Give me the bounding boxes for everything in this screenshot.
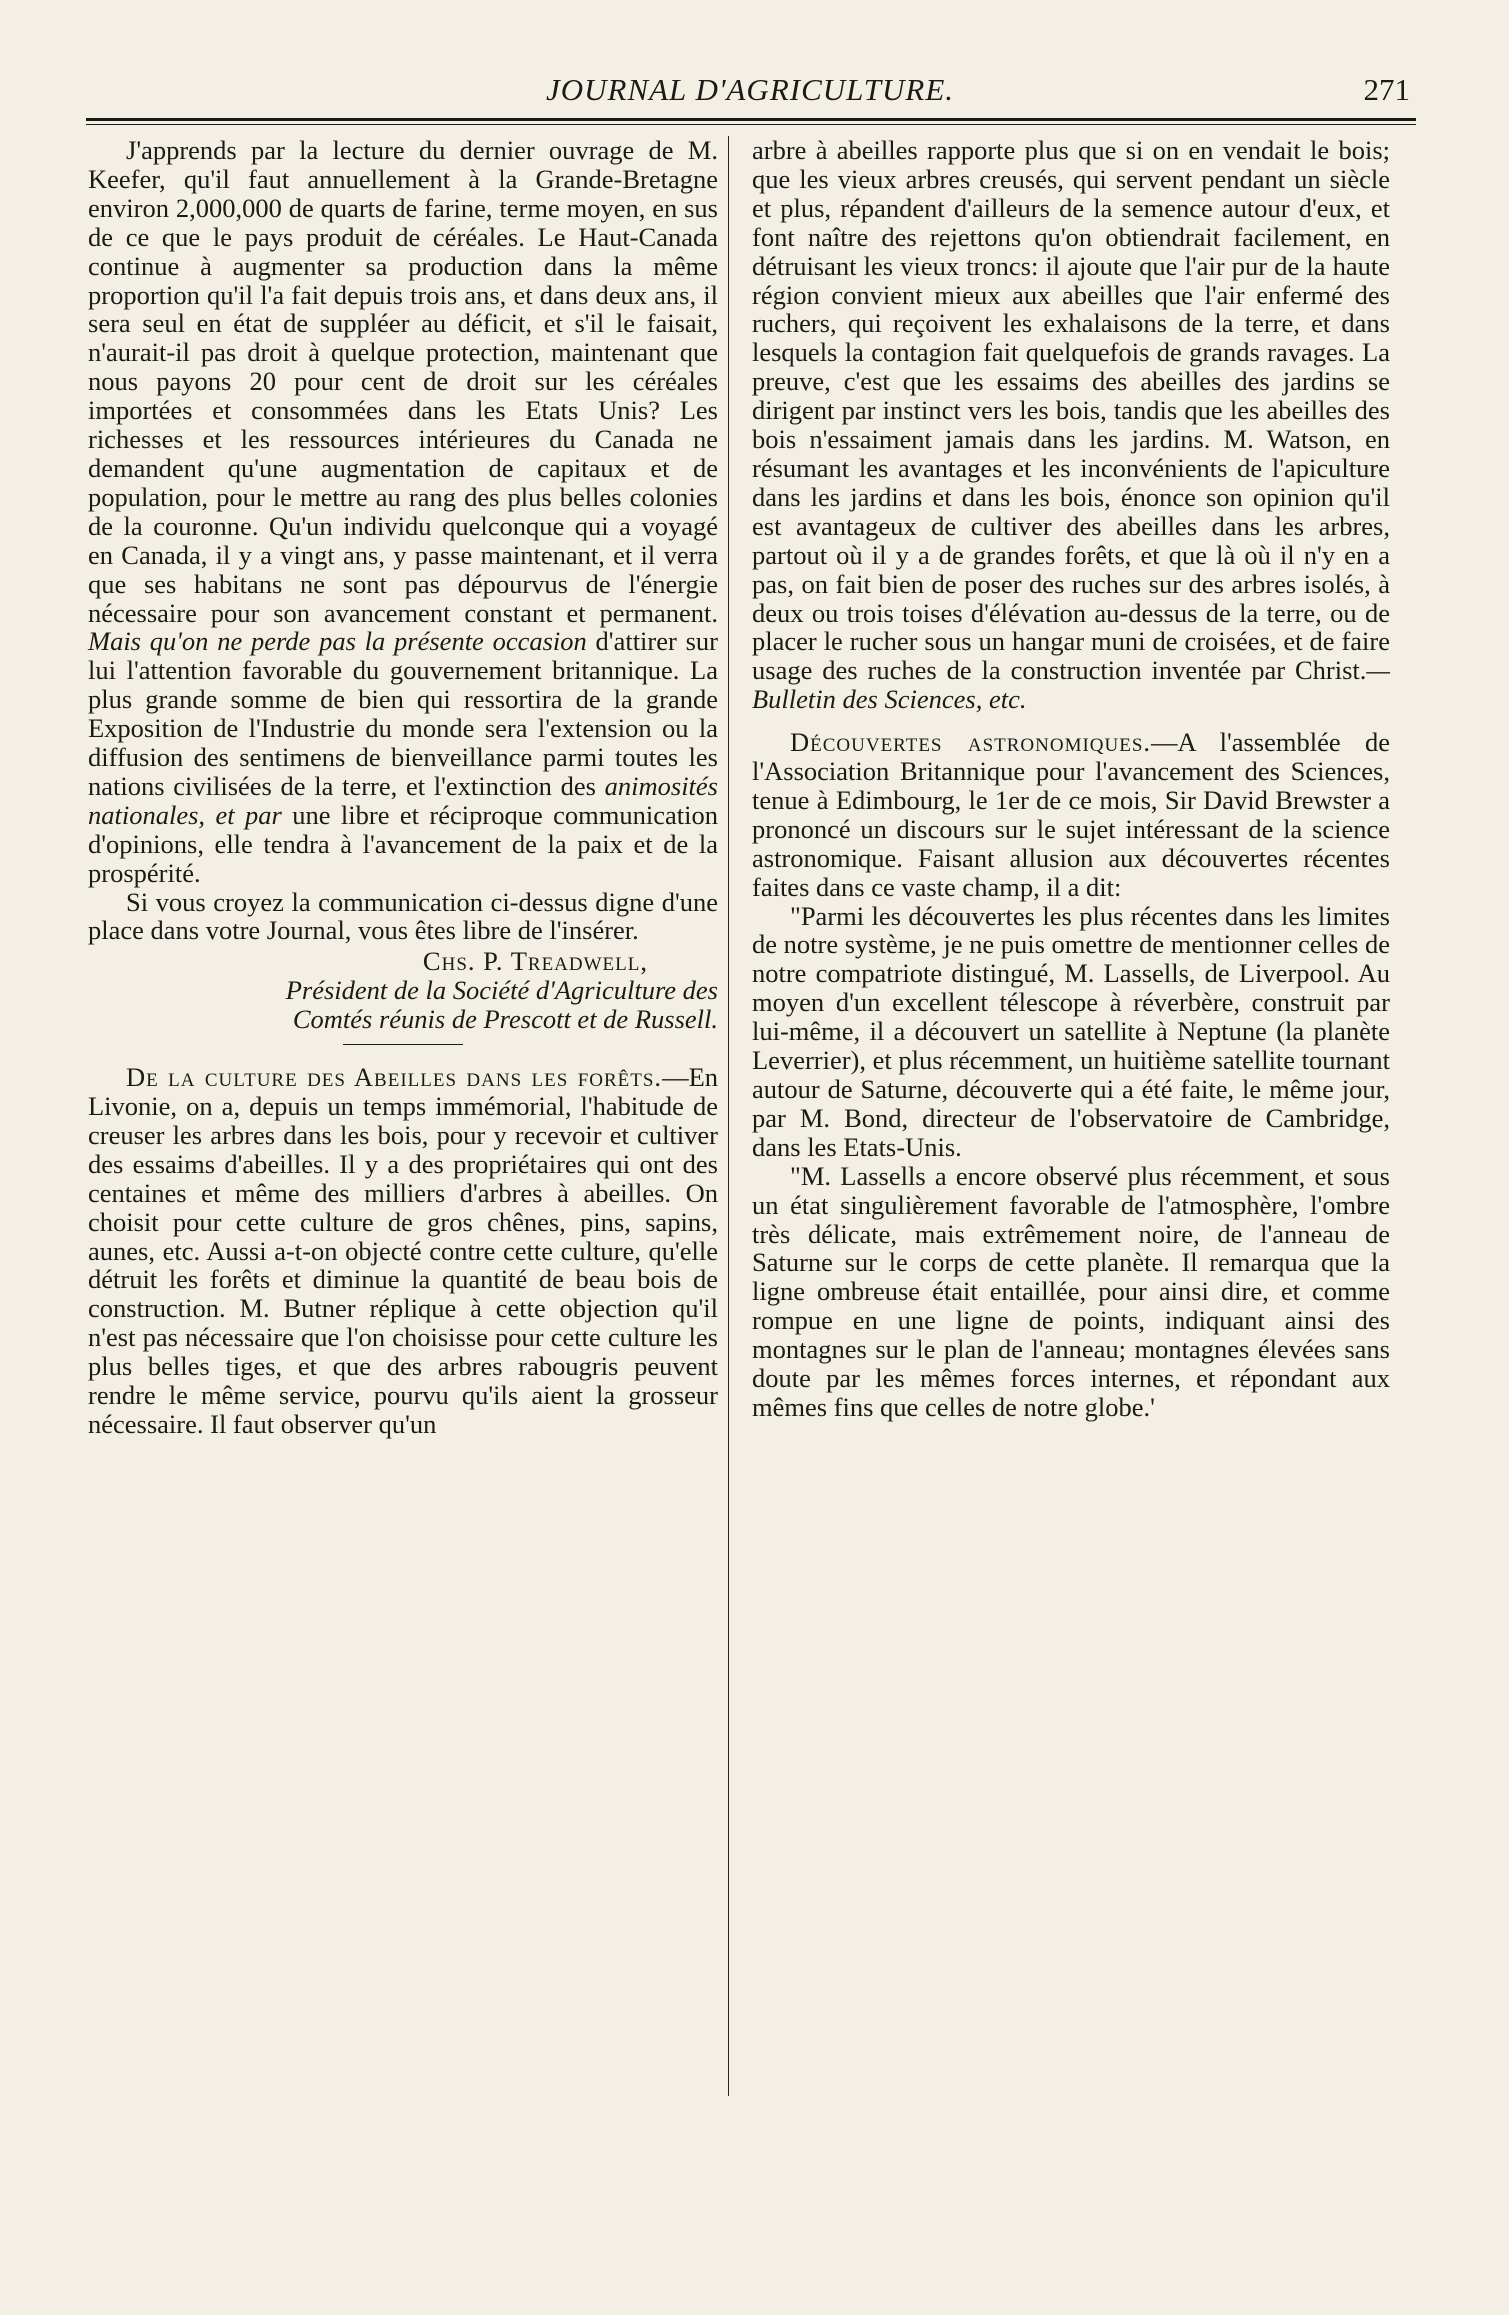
astronomy-quote-1: "Parmi les découvertes les plus récentes dans les limites de notre système, je ne puis omettre de mentionner celles de notre compatriote distingué, M. Lassells, de Liverpool. Au moyen d'un excellent télescope à réverbère, construit par lui-même, il a découvert un satellite à Neptune (la planète Leverrier), et plus récemment, un huitième satellite tournant autour de Saturne, découverte qui a été faite, le même jour, par M. Bond, directeur de l'observatoire de Cambridge, dans les Etats-Unis.	[752, 900, 1390, 1162]
astronomy-article: Découvertes astronomiques.—A l'assemblée de l'Association Britannique pour l'avancement des Sciences, tenue à Edimbourg, le 1er de ce mois, Sir David Brewster a prononcé un discours sur le sujet intéressant de la science astronomique. Faisant allusion aux découvertes récentes faites dans ce vaste champ, il a dit:	[752, 727, 1390, 902]
signature-title-1: Président de la Société d'Agriculture des	[285, 975, 718, 1006]
left-column	[88, 136, 718, 1439]
right-column	[752, 136, 1390, 1422]
bees-article-continued: arbre à abeilles rapporte plus que si on en vendait le bois; que les vieux arbres creusés, qui servent pendant un siècle et plus, répandent d'ailleurs de la semence autour d'eux, et font naître des rejettons qu'on obtiendrait facilement, en détruisant les vieux troncs: il ajoute que l'air pur de la haute région convient mieux aux abeilles que l'air enfermé des ruchers, qui reçoivent les exhalaisons de la terre, et dans lesquels la contagion fait quelquefois de grands ravages. La preuve, c'est que les essaims des abeilles des jardins se dirigent par instinct vers les bois, tandis que les abeilles des bois n'essaiment jamais dans les jardins. M. Watson, en résumant les avantages et les inconvénients de l'apiculture dans les jardins et dans les bois, énonce son opinion qu'il est avantageux de cultiver des abeilles dans les arbres, partout où il y a de grandes forêts, et que là où il n'y en a pas, on fait bien de poser des ruches sur des arbres isolés, à deux ou trois toises d'élévation au-dessus de la terre, ou de placer le rucher sous un hangar muni de croisées, et de faire usage des ruches de la construction inventée par Christ.—Bulletin des Sciences, etc.	[752, 135, 1390, 715]
italic-phrase-2: animosités nationales, et par	[88, 770, 718, 830]
header-rule-thin	[86, 124, 1416, 125]
header-rule	[86, 118, 1416, 121]
page-header	[80, 72, 1420, 116]
letter-closing: Si vous croyez la communication ci-dessus digne d'une place dans votre Journal, vous êtes libre de l'insérer.	[88, 886, 718, 946]
astronomy-quote-2: "M. Lassells a encore observé plus récemment, et sous un état singulièrement favorable de l'atmosphère, l'ombre très délicate, mais extrêmement noire, de l'anneau de Saturne sur le corps de cette planète. Il remarqua que la ligne ombreuse était entaillée, pour ainsi dire, et comme rompue en une ligne de points, indiquant ainsi des montagnes sur le plan de l'anneau; montagnes élevées sans doute par les mêmes forces internes, et répondant aux mêmes fins que celles de notre globe.'	[752, 1160, 1390, 1422]
page-number: 271	[1363, 72, 1410, 107]
article-source: —Bulletin des Sciences, etc.	[752, 655, 1390, 715]
article-separator	[343, 1044, 463, 1045]
running-title: JOURNAL D'AGRICULTURE.	[545, 72, 955, 107]
italic-phrase: Mais qu'on ne perde pas la présente occasion	[88, 626, 587, 657]
bees-article: De la culture des Abeilles dans les forêts.—En Livonie, on a, depuis un temps immémorial, l'habitude de creuser les arbres dans les bois, pour y recevoir et cultiver des essaims d'abeilles. Il y a des propriétaires qui ont des centaines et même des milliers d'arbres à abeilles. On choisit pour cette culture de gros chênes, pins, sapins, aunes, etc. Aussi a-t-on objecté contre cette culture, qu'elle détruit les forêts et diminue la quantité de beau bois de construction. M. Butner réplique à cette objection qu'il n'est pas nécessaire que l'on choisisse pour cette culture les plus belles tiges, et que des arbres rabougris peuvent rendre le même service, pourvu qu'ils aient la grosseur nécessaire. Il faut observer qu'un	[88, 1062, 718, 1439]
letter-paragraph: J'apprends par la lecture du dernier ouvrage de M. Keefer, qu'il faut annuellement à la Grande-Bretagne environ 2,000,000 de quarts de farine, terme moyen, en sus de ce que le pays produit de céréales. Le Haut-Canada continue à augmenter sa production dans la même proportion qu'il l'a fait depuis trois ans, et dans deux ans, il sera seul en état de suppléer au déficit, et s'il le faisait, n'aurait-il pas droit à quelque protection, maintenant que nous payons 20 pour cent de droit sur les céréales importées et consommées dans les Etats Unis? Les richesses et les ressources intérieures du Canada ne demandent qu'une augmentation de capitaux et de population, pour le mettre au rang des plus belles colonies de la couronne. Qu'un individu quelconque qui a voyagé en Canada, il y a vingt ans, y passe maintenant, et il verra que ses habitans ne sont pas dépourvus de l'énergie nécessaire pour son avancement constant et permanent. Mais qu'on ne perde pas la présente occasion d'attirer sur lui l'attention favorable du gouvernement britannique. La plus grande somme de bien qui ressortira de la grande Exposition de l'Industrie du monde sera l'extension ou la diffusion des sentimens de bienveillance parmi toutes les nations civilisées de la terre, et l'extinction des animosités nationales, et par une libre et réciproque communication d'opinions, elle tendra à l'avancement de la paix et de la prospérité.	[88, 135, 718, 888]
signature-title-2: Comtés réunis de Prescott et de Russell.	[292, 1004, 718, 1035]
astronomy-article-title: Découvertes astronomiques.	[790, 727, 1152, 758]
column-divider	[728, 136, 729, 2096]
signature-name: Chs. P. Treadwell,	[422, 946, 648, 977]
signature-block	[88, 947, 718, 1034]
bees-article-title: De la culture des Abeilles dans les forêts.	[126, 1062, 663, 1093]
